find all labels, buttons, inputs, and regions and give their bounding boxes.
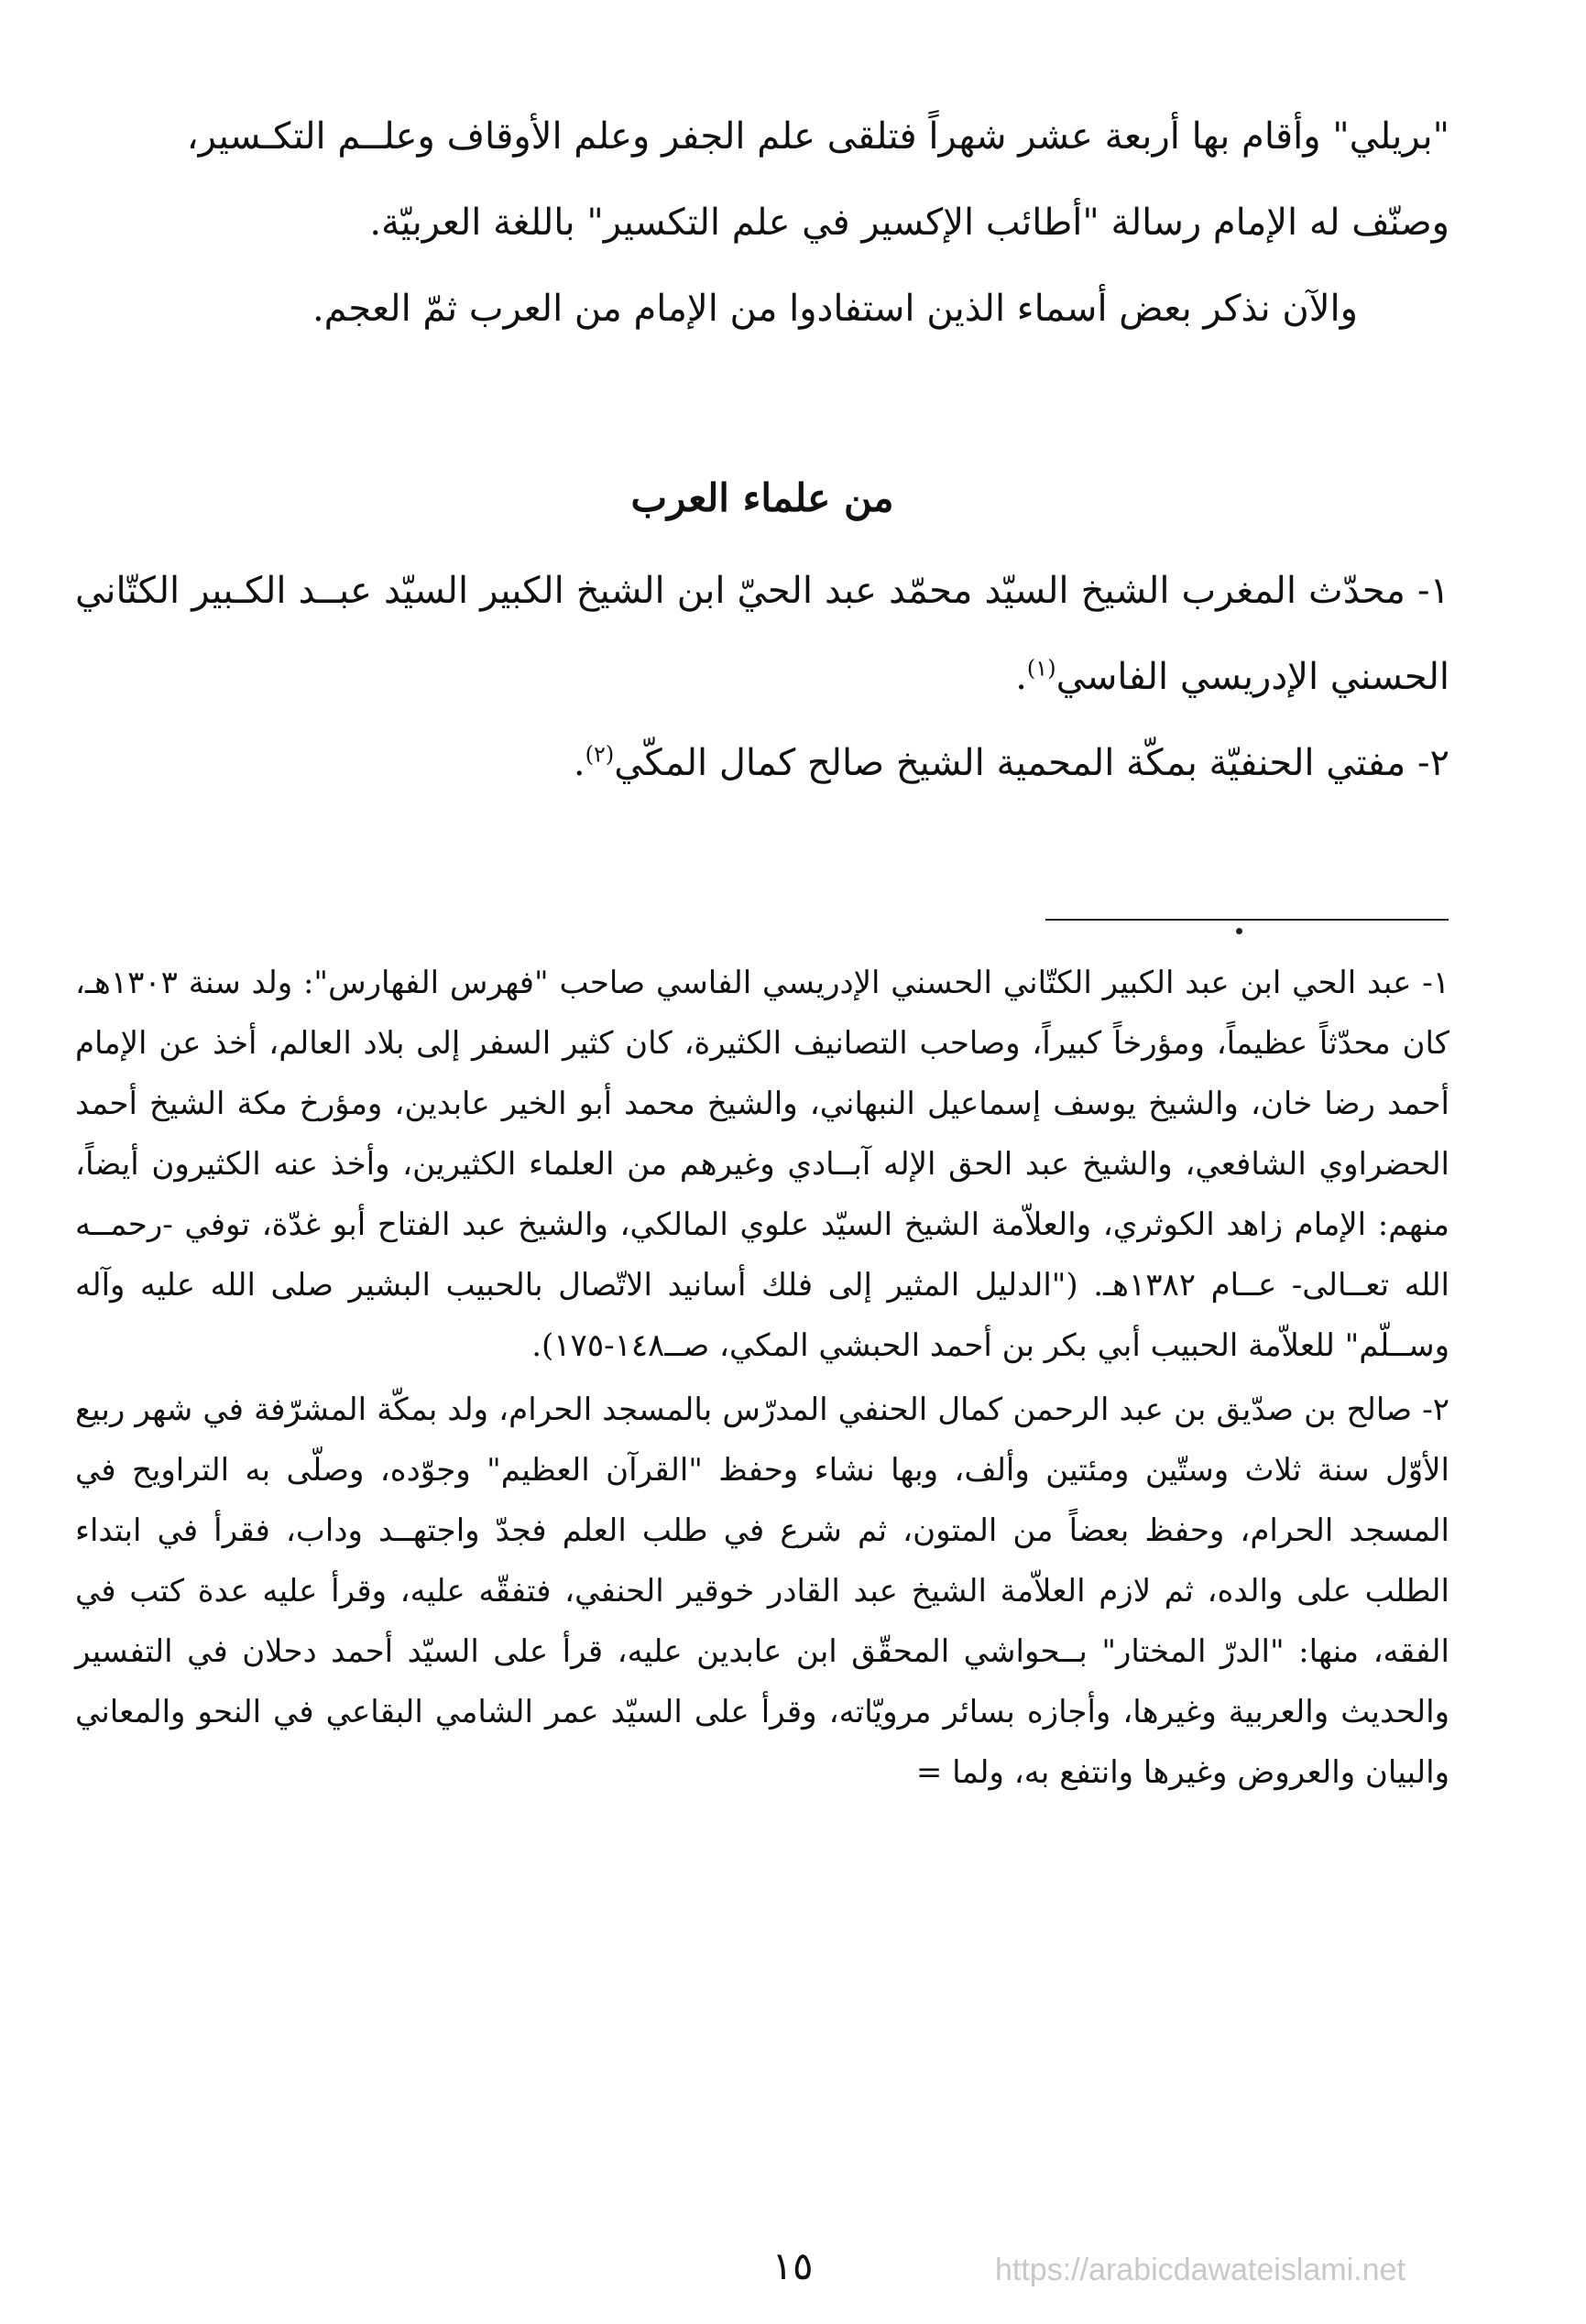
section-heading: من علماء العرب <box>630 475 894 520</box>
footnote: ١- عبد الحي ابن عبد الكبير الكتّاني الحسني الإدريسي الفاسي صاحب "فهرس الفهارس": ولد سنة ١٣٠٣هـ، كان محدّثاً عظيماً، ومؤرخاً كبيراً، وصاحب التصانيف الكثيرة، كان كثير السفر إلى بلاد العالم، أخذ عن الإمام أحمد رضا خان، والشيخ يوسف إسماعيل النبهاني، والشيخ محمد أبو الخير عابدين، ومؤرخ مكة الشيخ أحمد الحضراوي الشافعي، والشيخ عبد الحق الإله آبــادي وغيرهم من العلماء الكثيرين، وأخذ عنه الكثيرون أيضاً، منهم: الإمام زاهد الكوثري، والعلاّمة الشيخ السيّد علوي المالكي، والشيخ عبد الفتاح أبو غدّة، توفي -رحمــه الله تعــالى- عــام ١٣٨٢هـ. ("الدليل المثير إلى فلك أسانيد الاتّصال بالحبيب البشير صلى الله عليه وآله وســلّم" للعلاّمة الحبيب أبي بكر بن أحمد الحبشي المكي، صــ١٤٨-١٧٥). <box>75 965 1450 1364</box>
footnote: ٢- صالح بن صدّيق بن عبد الرحمن كمال الحنفي المدرّس بالمسجد الحرام، ولد بمكّة المشرّفة في شهر ربيع الأوّل سنة ثلاث وستّين ومئتين وألف، وبها نشاء وحفظ "القرآن العظيم" وجوّده، وصلّى به التراويح في المسجد الحرام، وحفظ بعضاً من المتون، ثم شرع في طلب العلم فجدّ واجتهــد وداب، فقرأ في ابتداء الطلب على والده، ثم لازم العلاّمة الشيخ عبد القادر خوقير الحنفي، فتفقّه عليه، وقرأ عليه عدة كتب في الفقه، منها: "الدرّ المختار" بــحواشي المحقّق ابن عابدين عليه، قرأ على السيّد أحمد دحلان في التفسير والحديث والعربية وغيرها، وأجازه بسائر مرويّاته، وقرأ على السيّد عمر الشامي البقاعي في النحو والمعاني والبيان والعروض وغيرها وانتفع به، ولما = <box>75 1391 1449 1791</box>
footnote-ref[interactable]: (٢) <box>585 741 615 768</box>
separator-dot <box>1236 928 1242 934</box>
page-number: ١٥ <box>771 2243 814 2288</box>
scholar-list <box>75 548 1449 806</box>
list-item-end: . <box>1015 656 1027 698</box>
watermark-url: https://arabicdawateislami.net <box>995 2253 1406 2287</box>
intro-line: "بريلي" وأقام بها أربعة عشر شهراً فتلقى علم الجفر وعلم الأوقاف وعلــم التكـسير، <box>186 115 1449 158</box>
list-item-text: ١- محدّث المغرب الشيخ السيّد محمّد عبد الحيّ ابن الشيخ الكبير السيّد عبــد الكـبير الكتّاني الحسني الإدريسي الفاسي <box>75 570 1449 698</box>
footnote-separator <box>1045 919 1449 921</box>
intro-line: وصنّف له الإمام رسالة "أطائب الإكسير في علم التكسير" باللغة العربيّة. <box>369 202 1449 244</box>
list-item <box>75 548 1449 720</box>
intro-paragraph <box>75 93 1449 352</box>
footnotes <box>75 953 1449 1806</box>
list-item-end: . <box>573 742 585 784</box>
footnote-ref[interactable]: (١) <box>1026 655 1056 682</box>
list-item-text: ٢- مفتي الحنفيّة بمكّة المحمية الشيخ صالح كمال المكّي <box>614 742 1449 784</box>
intro-line: والآن نذكر بعض أسماء الذين استفادوا من الإمام من العرب ثمّ العجم. <box>312 288 1358 330</box>
list-item <box>75 720 1449 806</box>
